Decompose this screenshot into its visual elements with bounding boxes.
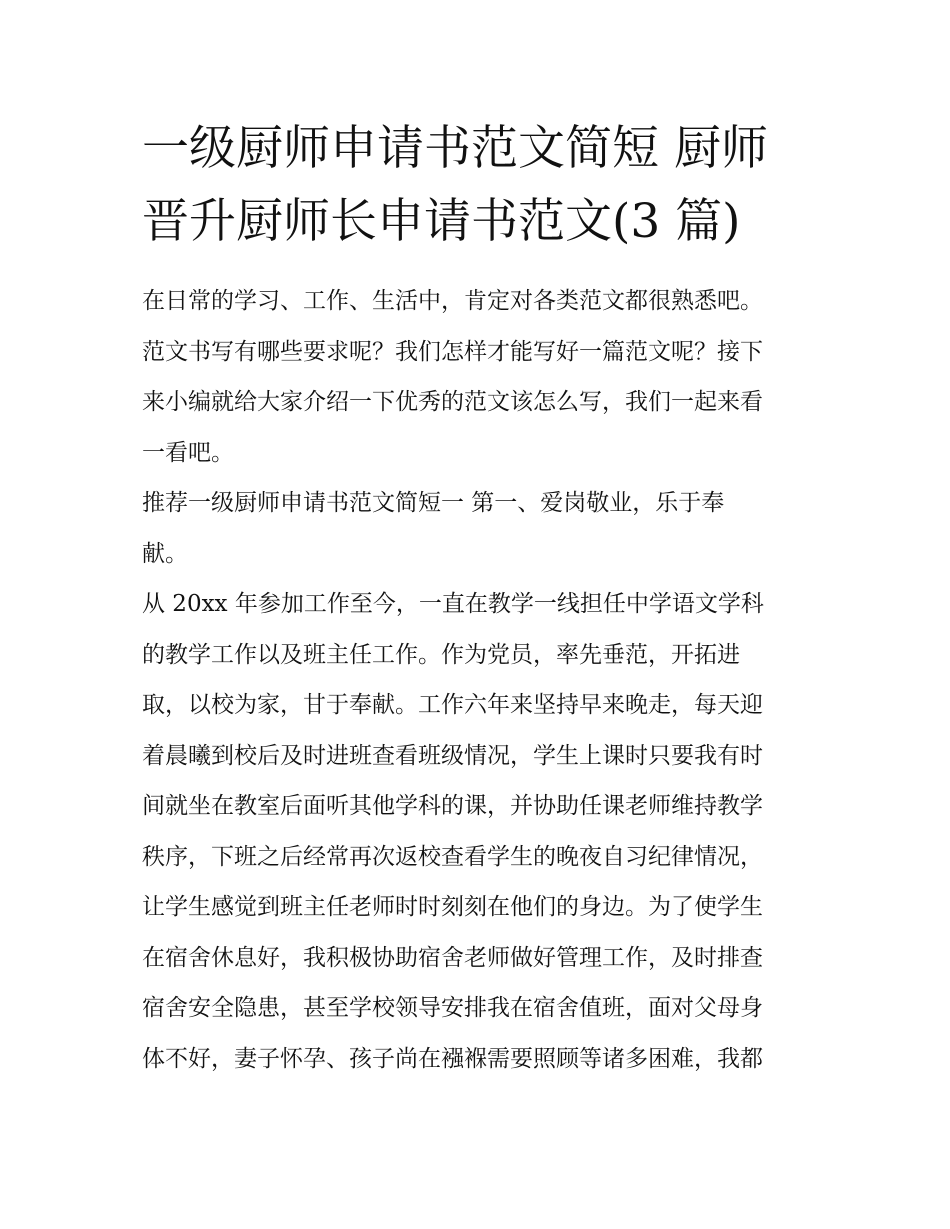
body-line: 献。 xyxy=(142,540,188,567)
body-line: 秩序，下班之后经常再次返校查看学生的晚夜自习纪律情况， xyxy=(142,843,763,870)
body-line: 宿舍安全隐患，甚至学校领导安排我在宿舍值班，面对父母身 xyxy=(142,995,763,1021)
title-line: 一级厨师申请书范文简短 厨师 xyxy=(142,121,768,176)
body-line: 推荐一级厨师申请书范文简短一 第一、爱岗敬业，乐于奉 xyxy=(142,490,725,516)
body-line: 从 20xx 年参加工作至今，一直在教学一线担任中学语文学科 xyxy=(142,591,764,617)
body-line: 在宿舍休息好，我积极协助宿舍老师做好管理工作，及时排查 xyxy=(142,944,763,971)
body-line: 的教学工作以及班主任工作。作为党员，率先垂范，开拓进 xyxy=(142,641,740,668)
title-line: 晋升厨师长申请书范文(3 篇) xyxy=(142,194,741,249)
body-line: 间就坐在教室后面听其他学科的课，并协助任课老师维持教学 xyxy=(142,793,763,819)
body-line: 一看吧。 xyxy=(142,439,234,466)
document-title xyxy=(142,112,822,258)
body-line: 范文书写有哪些要求呢？我们怎样才能写好一篇范文呢？接下 xyxy=(142,338,763,365)
body-line: 来小编就给大家介绍一下优秀的范文该怎么写，我们一起来看 xyxy=(142,389,763,415)
body-line: 取，以校为家，甘于奉献。工作六年来坚持早来晚走，每天迎 xyxy=(142,692,763,718)
body-line: 在日常的学习、工作、生活中，肯定对各类范文都很熟悉吧。 xyxy=(142,288,763,314)
body-line: 让学生感觉到班主任老师时时刻刻在他们的身边。为了使学生 xyxy=(142,894,763,920)
body-line: 着晨曦到校后及时进班查看班级情况，学生上课时只要我有时 xyxy=(142,742,763,769)
document-body xyxy=(142,276,822,1084)
body-line: 体不好，妻子怀孕、孩子尚在襁褓需要照顾等诸多困难，我都 xyxy=(142,1045,763,1072)
